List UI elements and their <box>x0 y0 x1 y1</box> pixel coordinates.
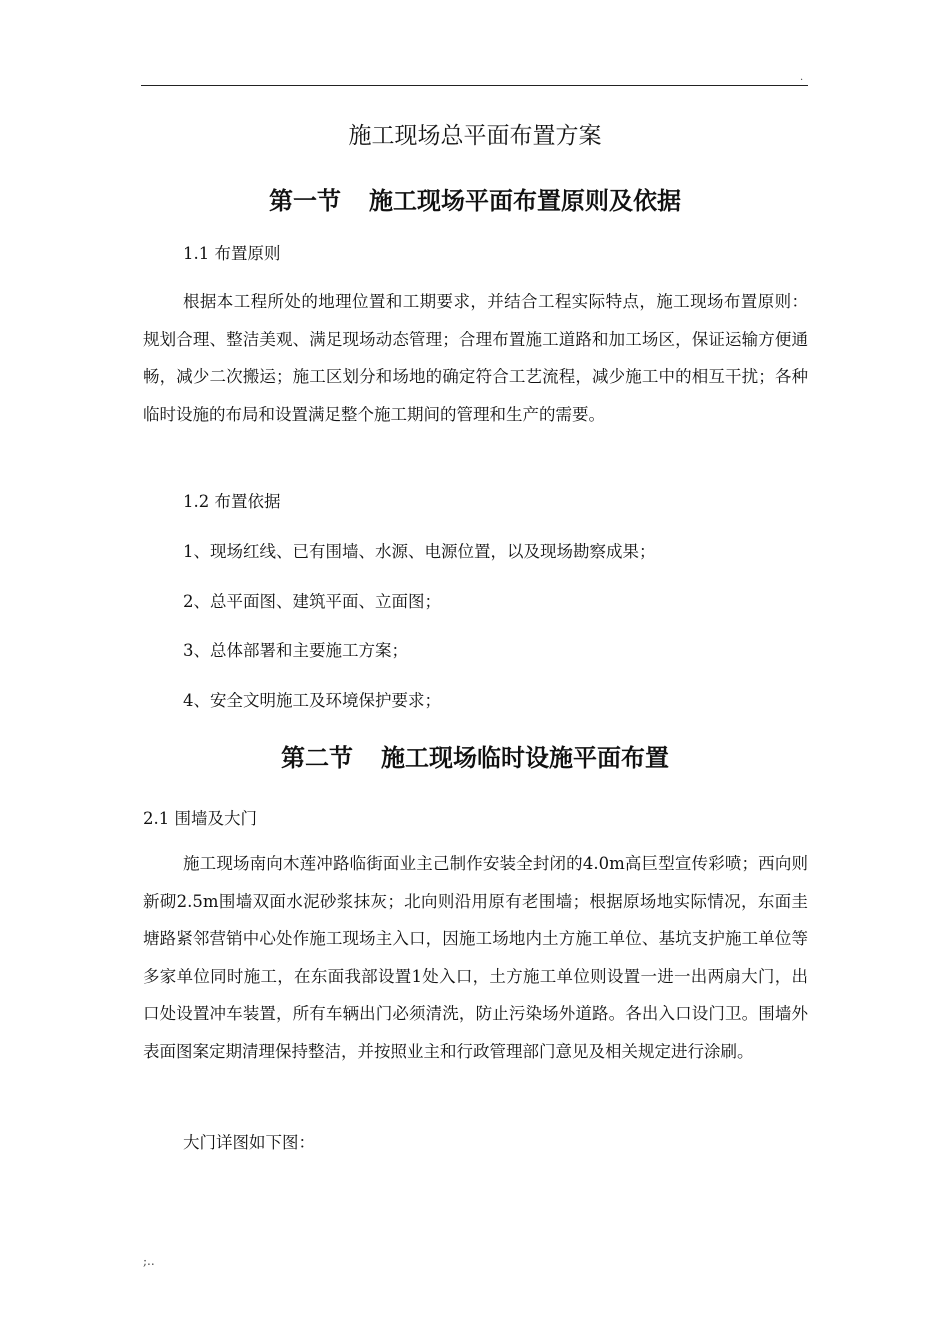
header-rule <box>141 85 808 86</box>
header-mark: . <box>800 72 804 83</box>
section-1-title: 施工现场平面布置原则及依据 <box>369 187 681 215</box>
footer-mark: ;.. <box>143 1254 155 1268</box>
subsection-1-2-title: 1.2 布置依据 <box>183 492 281 511</box>
subsection-1-1-title: 1.1 布置原则 <box>183 244 281 263</box>
basis-item-3: 3、总体部署和主要施工方案； <box>183 641 408 660</box>
basis-item-2: 2、总平面图、建筑平面、立面图； <box>183 592 441 611</box>
section-1-number: 第一节 <box>269 187 341 215</box>
document-title: 施工现场总平面布置方案 <box>348 123 602 149</box>
section-1-heading <box>0 181 950 216</box>
section-2-number: 第二节 <box>281 744 353 772</box>
gate-caption: 大门详图如下图： <box>183 1133 315 1152</box>
basis-item-4: 4、安全文明施工及环境保护要求； <box>183 691 441 710</box>
subsection-1-1-body: 根据本工程所处的地理位置和工期要求，并结合工程实际特点，施工现场布置原则：规划合理、整洁美观、满足现场动态管理；合理布置施工道路和加工场区，保证运输方便通畅，减少二次搬运；施工区划分和场地的确定符合工艺流程，减少施工中的相互干扰；各种临时设施的布局和设置满足整个施工期间的管理和生产的需要。 <box>143 292 808 424</box>
subsection-2-1-title: 2.1 围墙及大门 <box>143 809 257 828</box>
basis-item-1: 1、现场红线、已有围墙、水源、电源位置，以及现场勘察成果； <box>183 542 656 561</box>
section-2-heading <box>0 738 950 773</box>
subsection-2-1-body: 施工现场南向木莲冲路临街面业主己制作安装全封闭的4.0m高巨型宣传彩喷；西向则新砌2.5m围墙双面水泥砂浆抹灰；北向则沿用原有老围墙；根据原场地实际情况，东面圭塘路紧邻营销中心处作施工现场主入口，因施工场地内土方施工单位、基坑支护施工单位等多家单位同时施工，在东面我部设置1处入口，土方施工单位则设置一进一出两扇大门，出口处设置冲车装置，所有车辆出门必须清洗，防止污染场外道路。各出入口设门卫。围墙外表面图案定期清理保持整洁，并按照业主和行政管理部门意见及相关规定进行涂刷。 <box>143 854 808 1061</box>
section-2-title: 施工现场临时设施平面布置 <box>381 744 669 772</box>
